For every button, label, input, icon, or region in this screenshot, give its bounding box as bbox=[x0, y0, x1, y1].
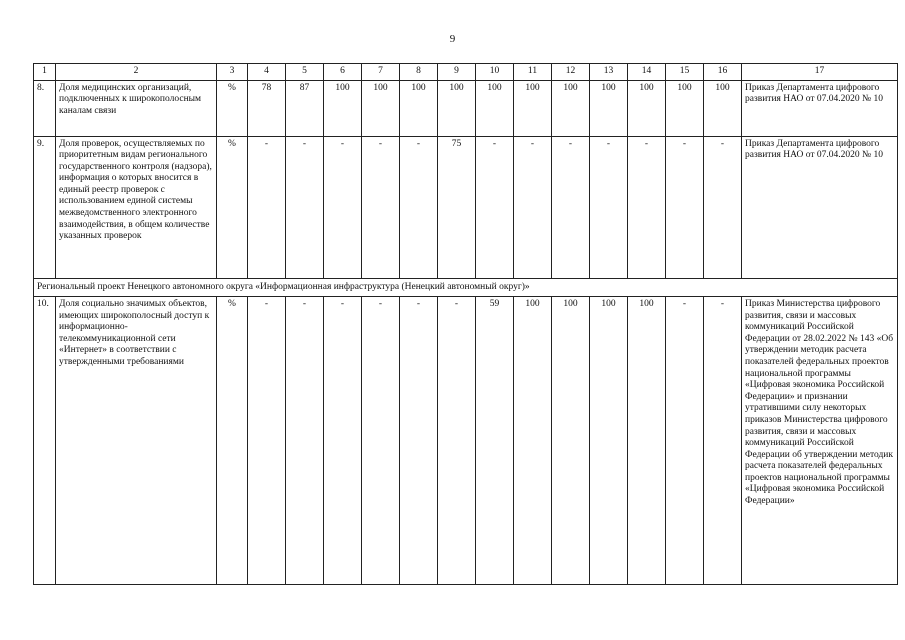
column-number: 6 bbox=[324, 64, 362, 81]
value-cell: - bbox=[248, 136, 286, 278]
row-number: 8. bbox=[34, 80, 56, 136]
source-document: Приказ Департамента цифрового развития НАО от 07.04.2020 № 10 bbox=[742, 80, 898, 136]
column-number: 9 bbox=[438, 64, 476, 81]
column-number: 13 bbox=[590, 64, 628, 81]
column-number: 5 bbox=[286, 64, 324, 81]
value-cell: - bbox=[552, 136, 590, 278]
value-cell: 100 bbox=[628, 80, 666, 136]
value-cell: - bbox=[286, 136, 324, 278]
value-cell: 100 bbox=[400, 80, 438, 136]
indicators-table bbox=[33, 63, 898, 585]
table-row bbox=[34, 136, 898, 278]
indicator-name: Доля социально значимых объектов, имеющих широкополосный доступ к информационно-телекоммуникационной сети «Интернет» в соответствии с утвержденными требованиями bbox=[56, 297, 217, 585]
value-cell: 100 bbox=[666, 80, 704, 136]
value-cell: 100 bbox=[438, 80, 476, 136]
column-number: 14 bbox=[628, 64, 666, 81]
indicator-name: Доля медицинских организаций, подключенных к широкополосным каналам связи bbox=[56, 80, 217, 136]
source-document: Приказ Департамента цифрового развития НАО от 07.04.2020 № 10 bbox=[742, 136, 898, 278]
unit-cell: % bbox=[217, 136, 248, 278]
unit-cell: % bbox=[217, 297, 248, 585]
value-cell: 100 bbox=[362, 80, 400, 136]
indicator-name: Доля проверок, осуществляемых по приоритетным видам регионального государственного контроля (надзора), информация о которых вносится в единый реестр проверок с использованием единой системы межведомственного электронного взаимодействия, в общем количестве указанных проверок bbox=[56, 136, 217, 278]
value-cell: 59 bbox=[476, 297, 514, 585]
value-cell: - bbox=[666, 297, 704, 585]
page-number: 9 bbox=[449, 33, 456, 45]
value-cell: - bbox=[400, 136, 438, 278]
section-title: Региональный проект Ненецкого автономного округа «Информационная инфраструктура (Ненецкий автономный округ)» bbox=[34, 278, 898, 297]
source-document: Приказ Министерства цифрового развития, связи и массовых коммуникаций Российской Федерации от 28.02.2022 № 143 «Об утверждении методик расчета показателей федеральных проектов национальной программы «Цифровая экономика Российской Федерации» и признании утратившими силу некоторых приказов Министерства цифрового развития, связи и массовых коммуникаций Российской Федерации об утверждении методик расчета показателей федеральных проектов национальной программы «Цифровая экономика Российской Федерации» bbox=[742, 297, 898, 585]
value-cell: 100 bbox=[514, 297, 552, 585]
value-cell: - bbox=[704, 297, 742, 585]
value-cell: - bbox=[628, 136, 666, 278]
value-cell: - bbox=[590, 136, 628, 278]
value-cell: - bbox=[666, 136, 704, 278]
value-cell: 75 bbox=[438, 136, 476, 278]
value-cell: 100 bbox=[590, 297, 628, 585]
value-cell: - bbox=[438, 297, 476, 585]
value-cell: - bbox=[514, 136, 552, 278]
value-cell: 100 bbox=[704, 80, 742, 136]
value-cell: 100 bbox=[514, 80, 552, 136]
value-cell: - bbox=[400, 297, 438, 585]
column-number: 1 bbox=[34, 64, 56, 81]
value-cell: 100 bbox=[476, 80, 514, 136]
header-row bbox=[34, 64, 898, 81]
column-number: 4 bbox=[248, 64, 286, 81]
unit-cell: % bbox=[217, 80, 248, 136]
column-number: 17 bbox=[742, 64, 898, 81]
value-cell: 87 bbox=[286, 80, 324, 136]
value-cell: - bbox=[362, 297, 400, 585]
section-row bbox=[34, 278, 898, 297]
value-cell: 100 bbox=[628, 297, 666, 585]
value-cell: 100 bbox=[552, 80, 590, 136]
column-number: 11 bbox=[514, 64, 552, 81]
value-cell: 100 bbox=[552, 297, 590, 585]
column-number: 7 bbox=[362, 64, 400, 81]
column-number: 15 bbox=[666, 64, 704, 81]
row-number: 9. bbox=[34, 136, 56, 278]
value-cell: 100 bbox=[590, 80, 628, 136]
column-number: 8 bbox=[400, 64, 438, 81]
column-number: 12 bbox=[552, 64, 590, 81]
column-number: 16 bbox=[704, 64, 742, 81]
table-row bbox=[34, 80, 898, 136]
value-cell: - bbox=[476, 136, 514, 278]
table-row bbox=[34, 297, 898, 585]
column-number: 3 bbox=[217, 64, 248, 81]
value-cell: - bbox=[362, 136, 400, 278]
value-cell: - bbox=[286, 297, 324, 585]
value-cell: - bbox=[324, 136, 362, 278]
row-number: 10. bbox=[34, 297, 56, 585]
value-cell: 78 bbox=[248, 80, 286, 136]
value-cell: - bbox=[324, 297, 362, 585]
value-cell: 100 bbox=[324, 80, 362, 136]
value-cell: - bbox=[704, 136, 742, 278]
value-cell: - bbox=[248, 297, 286, 585]
column-number: 2 bbox=[56, 64, 217, 81]
column-number: 10 bbox=[476, 64, 514, 81]
